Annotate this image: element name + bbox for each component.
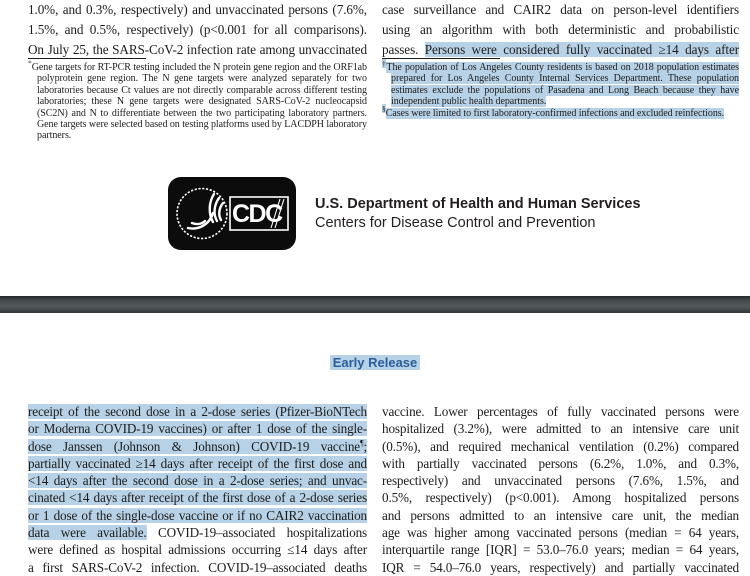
selected-text: The population of Los Angeles County residents is based on 2018 population estimates prepared for Los Angeles County Internal Services Department. These population estimates exclude the populations of Pasadena and Long Beach because they have independent public health departments. — [386, 62, 740, 108]
body-text-line: IQR = 54.0–76.0 years, respectively) and partially vaccinated — [382, 559, 739, 575]
body-text-line — [382, 40, 739, 60]
body-text-line: respectively) and unvaccinated persons (7.6%, 1.5%, and — [382, 473, 739, 489]
body-text-line — [28, 507, 367, 524]
body-text-line: On July 25, the SARS-CoV-2 infection rate among unvaccinated — [28, 42, 367, 57]
page-divider — [0, 296, 750, 313]
footnote-text: Gene targets for RT-PCR testing included the N protein gene region and the ORF1ab polyprotein gene region. The N gene targets were analyzed separately for two laboratories because Ct values are not directly comparable across different testing laboratories; these N gene targets were designated SARS-CoV-2 nucleocapsid (SC2N) and N to differentiate between the two participating laboratory partners. Gene targets were selected based on testing platforms used by LACDPH laboratory partners. — [31, 62, 367, 142]
agency-footer — [168, 177, 641, 250]
body-text-line: vaccine. Lower percentages of fully vaccinated persons were — [382, 404, 739, 419]
selected-text: dose Janssen (Johnson & Johnson) COVID-19 vaccine¶; — [28, 438, 367, 454]
body-text-line — [28, 438, 367, 455]
selected-text: receipt of the second dose in a 2-dose series (Pfizer-BioNTech — [28, 404, 367, 419]
selected-text: Persons were considered fully vaccinated ≥14 days after — [424, 42, 739, 57]
footnote-rule — [28, 58, 146, 59]
early-release-banner: Early Release — [330, 355, 421, 370]
body-text-line: 0.5%, respectively) (p<0.001). Among hospitalized persons — [382, 490, 739, 506]
body-text-line — [28, 472, 367, 489]
plain-text: passes. — [382, 42, 425, 57]
footnote-rule — [382, 58, 500, 59]
body-text-line: and persons admitted to an intensive care unit, the median — [382, 507, 739, 523]
body-text-line: 1.0%, and 0.3%, respectively) and unvaccinated persons (7.6%, — [28, 2, 367, 17]
page1-right-footnotes — [382, 58, 739, 119]
page2-header — [0, 354, 750, 372]
agency-name-block — [315, 195, 641, 233]
department-name: U.S. Department of Health and Human Services — [315, 195, 641, 212]
footnote-marker: † — [382, 58, 387, 68]
plain-text: COVID-19–associated hospitalizations — [146, 525, 367, 541]
selected-text: <14 days after the second dose in a 2-dose series; and unvac- — [28, 473, 367, 489]
footnote-marker: § — [382, 104, 386, 114]
body-text-line: with partially vaccinated persons (6.2%, 1.0%, and 0.3%, — [382, 455, 739, 471]
body-text-line: 1.5%, and 0.5%, respectively) (p<0.001 for all comparisons). — [28, 22, 367, 37]
body-text-line — [28, 403, 367, 420]
body-text-line: hospitalized (3.2%), were admitted to an intensive care unit — [382, 421, 739, 437]
cdc-hhs-logo — [168, 177, 296, 250]
selected-text: or 1 dose of the single-dose vaccine or if no CAIR2 vaccination — [28, 507, 367, 523]
footnote-section — [382, 104, 739, 119]
page1-left-footnote — [28, 58, 367, 142]
agency-name: Centers for Disease Control and Prevention — [315, 214, 596, 231]
body-text-line: interquartile range [IQR] = 53.0–76.0 years; median = 64 years, — [382, 542, 739, 558]
footnote-marker: * — [28, 58, 32, 68]
body-text-line — [28, 524, 367, 541]
selected-text: partially vaccinated ≥14 days after receipt of the first dose and — [28, 455, 367, 471]
page2-right-column — [382, 403, 739, 576]
footnote-asterisk — [28, 58, 367, 142]
page2-left-column — [28, 403, 367, 576]
cdc-logo-graphic — [168, 177, 296, 250]
selected-text: cinated <14 days after receipt of the first dose of a 2-dose series — [28, 490, 367, 506]
footnote-dagger — [382, 58, 740, 108]
hhs-eagle-icon — [188, 194, 223, 228]
cdc-acronym-text: CDC — [232, 200, 282, 228]
body-text-line: using an algorithm with both deterministic and probabilistic — [382, 22, 739, 37]
body-text-line: were defined as hospital admissions occurring ≤14 days after — [28, 542, 367, 558]
body-text-line: case surveillance and CAIR2 data on person-level identifiers — [382, 2, 739, 17]
footnote-reference-pilcrow: ¶ — [360, 438, 364, 448]
selected-text: data were available. — [28, 525, 147, 541]
body-text-line — [28, 489, 367, 506]
body-text-line: a first SARS-CoV-2 infection. COVID-19–associated deaths — [28, 559, 367, 575]
body-text-line — [28, 455, 367, 472]
selected-text: or Moderna COVID-19 vaccines) or after 1 dose of the single- — [28, 421, 367, 437]
body-text-line — [28, 420, 367, 437]
body-text-line: (0.5%), and required mechanical ventilation (0.2%) compared — [382, 438, 739, 454]
selected-text: Cases were limited to first laboratory-confirmed infections and excluded reinfections. — [385, 107, 725, 119]
page1-left-column — [28, 0, 367, 60]
page1-right-column — [382, 0, 739, 60]
body-text-line: age was higher among vaccinated persons (median = 64 years, — [382, 525, 739, 541]
